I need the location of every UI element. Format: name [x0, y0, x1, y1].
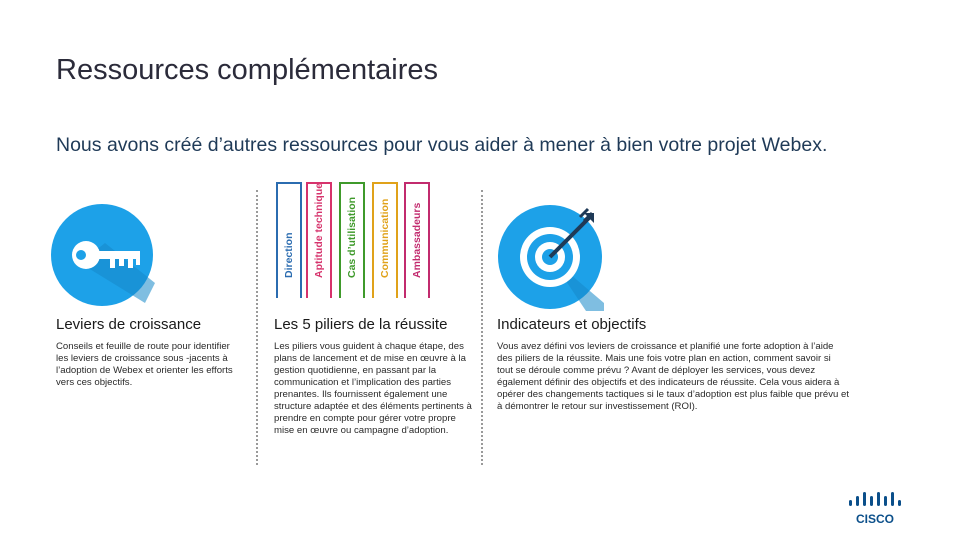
binder-direction: [276, 182, 302, 298]
binder-label: Communication: [379, 198, 391, 278]
levers-text: Conseils et feuille de route pour identifier les leviers de croissance sous -jacents à l’adoption de Webex et orienter les efforts vers ces objectifs.: [56, 341, 233, 388]
levers-heading: Leviers de croissance: [56, 316, 202, 333]
goals-text: Vous avez défini vos leviers de croissance et planifié une forte adoption à l’aide des piliers de la réussite. Mais une fois votre plan en action, comment savoir si tout se déroule comme prévu ? Avant de déployer les services, vous devez également définir des objectifs et des indicateurs de réussite. Cela vous aidera à opérer des changements tactiques si le taux d’adoption est plus faible que prévu et à démontrer le retour sur investissement (ROI).: [497, 341, 849, 412]
binder-label: Aptitude technique: [313, 182, 325, 278]
binder-label: Cas d’utilisation: [346, 196, 358, 278]
binder-use-cases: [339, 182, 365, 298]
binder-label: Ambassadeurs: [411, 202, 423, 278]
page-subtitle: Nous avons créé d’autres ressources pour vous aider à mener à bien votre projet Webex.: [56, 134, 828, 156]
binder-label: Direction: [283, 232, 295, 278]
page-title: Ressources complémentaires: [56, 54, 438, 86]
goals-heading: Indicateurs et objectifs: [497, 316, 647, 333]
binder-communication: [372, 182, 398, 298]
cisco-logo: [846, 492, 906, 531]
divider-right: [481, 190, 483, 465]
pillars-text: Les piliers vous guident à chaque étape, des plans de lancement et de mise en œuvre à la gestion quotidienne, en passant par la communication et l’implication des parties prenantes. Ils fournissent également une structure adaptée et des éléments pertinents à prendre en compte pour gérer votre propre mise en œuvre ou campagne d’adoption.: [274, 341, 472, 436]
key-icon: [50, 203, 155, 313]
svg-text:CISCO: CISCO: [855, 512, 895, 526]
divider-left: [256, 190, 258, 465]
binder-aptitude: [306, 182, 332, 298]
pillars-heading: Les 5 piliers de la réussite: [274, 316, 448, 333]
binder-ambassadors: [404, 182, 430, 298]
target-icon: [496, 203, 604, 316]
